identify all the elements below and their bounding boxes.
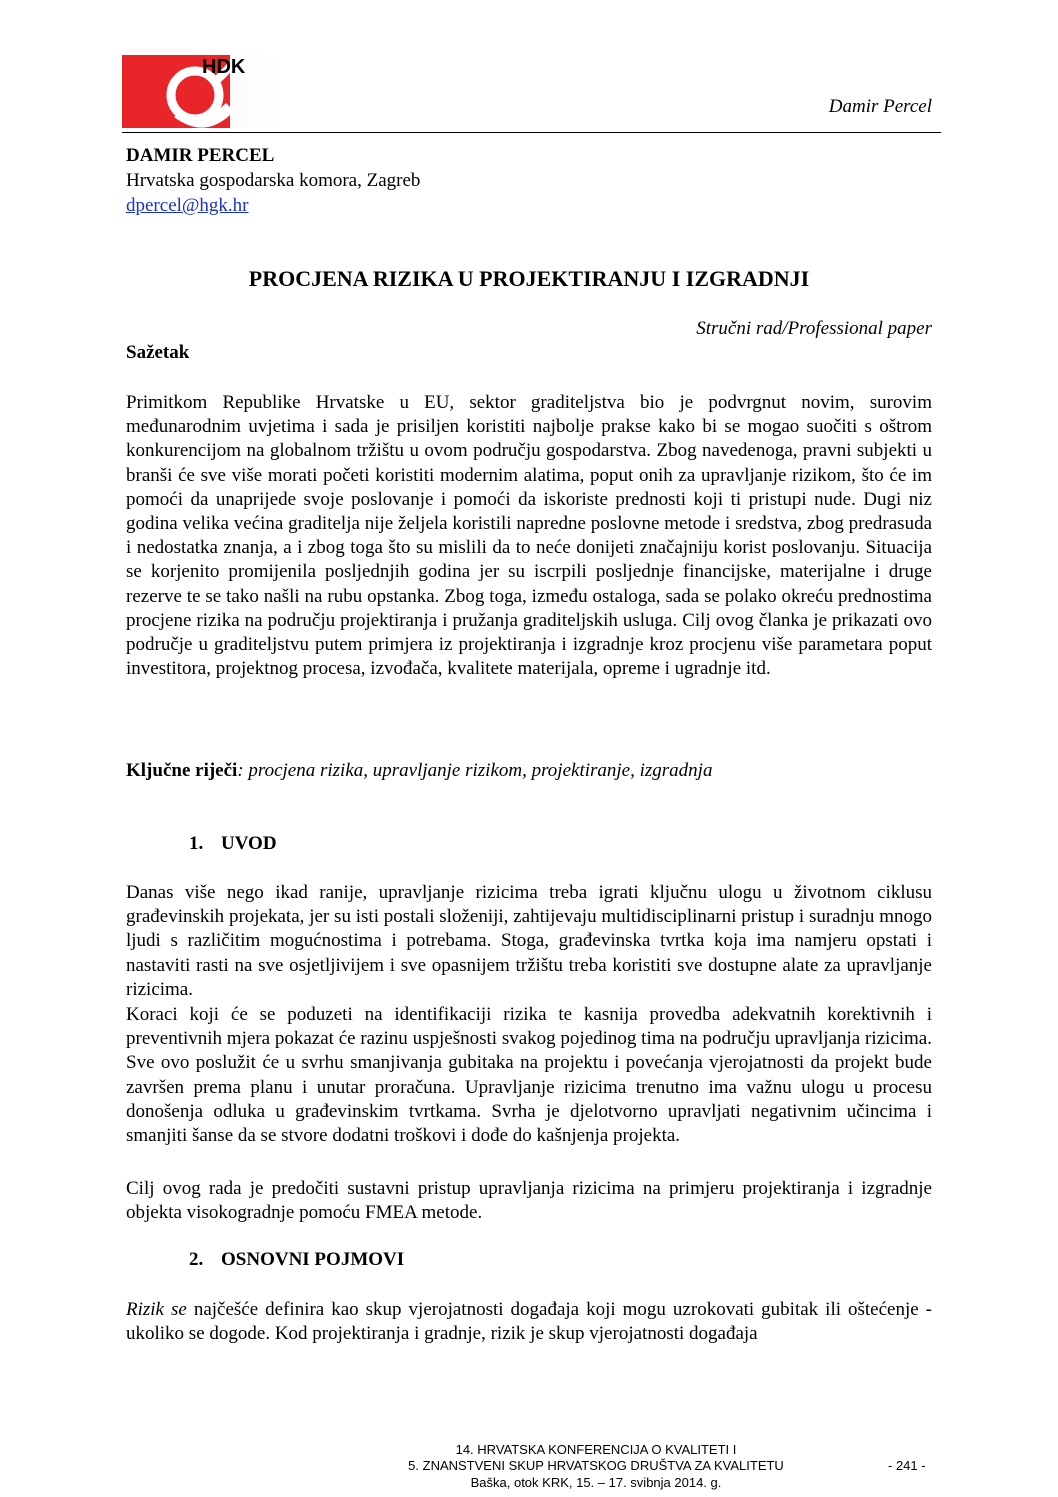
section-number: 2. (189, 1249, 204, 1270)
section-title: OSNOVNI POJMOVI (221, 1249, 405, 1270)
running-header-author: Damir Percel (828, 96, 932, 117)
paragraph: Danas više nego ikad ranije, upravljanje rizicima treba igrati ključnu ulogu u životnom ciklusu građevinskih projekata, jer su isti postali složeniji, zahtijevaju multidisciplinarni pristup i suradnju mnogo ljudi s različitim mogućnostima i potrebama. Stoga, građevinska tvrtka koja ima namjeru opstati i nastaviti rasti na sve osjetljivijem i sve opasnijem tržištu treba koristiti sve dostupne alate za upravljanje rizicima. (126, 882, 932, 1000)
author-block (126, 143, 420, 218)
footer-conference (296, 1442, 896, 1491)
footer-line: Baška, otok KRK, 15. – 17. svibnja 2014. g. (470, 1474, 722, 1490)
paragraph (126, 1298, 932, 1346)
paper-title: PROCJENA RIZIKA U PROJEKTIRANJU I IZGRADNJI (248, 266, 810, 291)
paragraph-text: najčešće definira kao skup vjerojatnosti događaja koji mogu uzrokovati gubitak ili oštećenje - ukoliko se dogode. Kod projektiranja i gradnje, rizik je skup vjerojatnosti događaja (126, 1299, 932, 1345)
author-affiliation: Hrvatska gospodarska komora, Zagreb (126, 170, 421, 191)
term-rizik: Rizik se (126, 1299, 187, 1320)
keywords-line (126, 759, 932, 783)
author-email-link[interactable]: dpercel@hgk.hr (126, 195, 249, 216)
hdk-logo (122, 55, 282, 128)
paper-type: Stručni rad/Professional paper (696, 318, 932, 339)
author-name: DAMIR PERCEL (126, 145, 275, 166)
page-number: - 241 - (888, 1458, 926, 1473)
logo-text: HDK (202, 56, 246, 78)
section-number: 1. (189, 833, 204, 854)
paragraph: Cilj ovog rada je predočiti sustavni pristup upravljanja rizicima na primjeru projektiranja i izgradnje objekta visokogradnje pomoću FMEA metode. (126, 1178, 932, 1224)
abstract-heading: Sažetak (126, 342, 190, 363)
header-divider (122, 132, 941, 133)
section-heading-1 (189, 833, 277, 855)
footer-line: 5. ZNANSTVENI SKUP HRVATSKOG DRUŠTVA ZA KVALITETU (408, 1458, 784, 1474)
footer-line: 14. HRVATSKA KONFERENCIJA O KVALITETI I (455, 1442, 737, 1457)
abstract-text: Primitkom Republike Hrvatske u EU, sektor graditeljstva bio je podvrgnut novim, surovim međunarodnim uvjetima i sada je prisiljen koristiti najbolje prakse kako bi se mogao suočiti s oštrom konkurencijom na globalnom tržištu u ovom području gospodarstva. Zbog navedenoga, pravni subjekti u branši će sve više morati početi koristiti modernim alatima, poput onih za upravljanje rizikom, što će im pomoći da unaprijede svoje poslovanje i pomoći da iskoriste prednosti koji ti pristupi nude. Dugi niz godina velika većina graditelja nije željela koristili napredne poslovne metode i sredstva, zbog predrasuda i nedostatka znanja, a i zbog toga što su mislili da to neće donijeti značajniju korist poslovanju. Situacija se korjenito promijenila posljednjih godina jer su iscrpili posljednje financijske, materijalne i druge rezerve te se tako našli na rubu opstanka. Zbog toga, između ostaloga, sada se polako okreću prednostima procjene rizika na području projektiranja i pružanja graditeljskih usluga. Cilj ovog članka je prikazati ovo područje u graditeljstvu putem primjera iz projektiranja i izgradnje kroz procjenu više parametara poput investitora, projektnog procesa, izvođača, kvalitete materijala, opreme i ugradnje itd. (126, 392, 932, 680)
section-heading-2 (189, 1249, 404, 1271)
keywords-text: : procjena rizika, upravljanje rizikom, projektiranje, izgradnja (237, 760, 713, 781)
keywords-label: Ključne riječi (126, 760, 238, 781)
paragraph: Koraci koji će se poduzeti na identifikaciji rizika te kasnija provedba adekvatnih korektivnih i preventivnih mjera pokazat će razinu uspješnosti svakog pojedinog tima na području upravljanja rizicima. Sve ovo poslužit će u svrhu smanjivanja gubitaka na projektu i povećanja vjerojatnosti da projekt bude završen prema planu i unutar proračuna. Upravljanje rizicima trenutno ima važnu ulogu u procesu donošenja odluka u građevinskim tvrtkama. Svrha je djelotvorno upravljati negativnim učincima i smanjiti šanse da se stvore dodatni troškovi i dođe do kašnjenja projekta. (126, 1004, 932, 1147)
section-title: UVOD (221, 833, 277, 854)
